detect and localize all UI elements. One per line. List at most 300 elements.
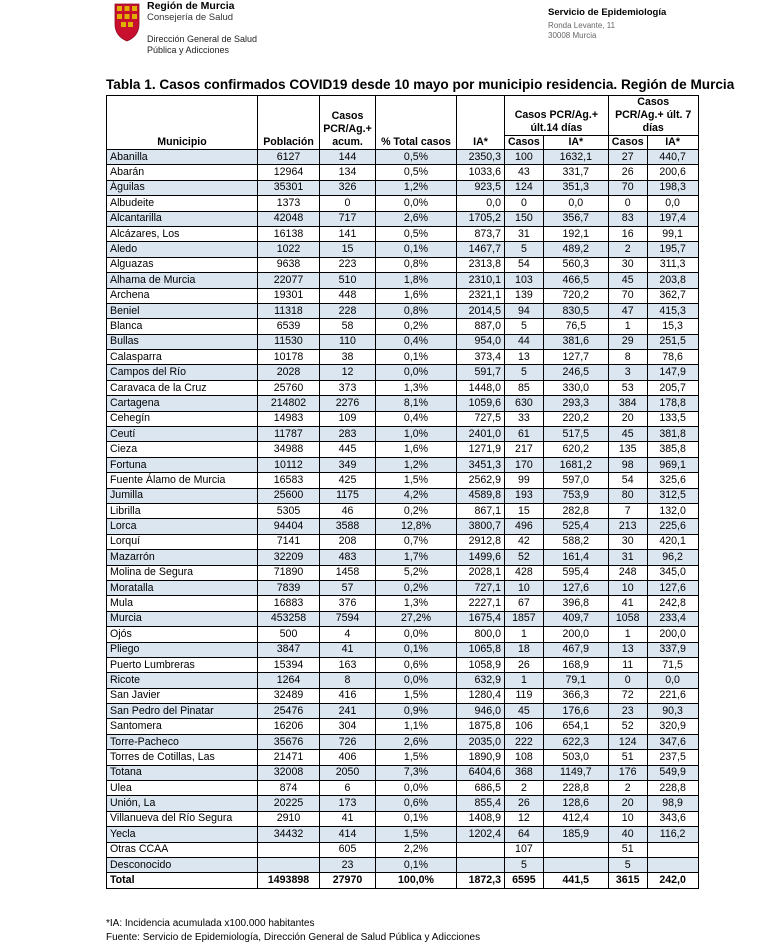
cell-pct-total: 1,5% [376, 750, 457, 765]
cell-casos-7: 47 [608, 303, 647, 318]
cell-ia-14: 76,5 [543, 319, 608, 334]
cell-poblacion: 16883 [258, 596, 320, 611]
cell-pct-total: 0,1% [376, 811, 457, 826]
cell-municipio: Ricote [107, 673, 258, 688]
cell-ia-7: 311,3 [647, 257, 698, 272]
cell-ia-7: 127,6 [647, 580, 698, 595]
cell-ia: 1280,4 [457, 688, 505, 703]
cell-ia-7: 200,6 [647, 165, 698, 180]
table-row [107, 827, 699, 842]
cell-casos-14: 44 [505, 334, 544, 349]
cell-ia-7: 198,3 [647, 180, 698, 195]
cell-ia: 923,5 [457, 180, 505, 195]
cell-ia-7: 99,1 [647, 226, 698, 241]
cell-ia-7: 347,6 [647, 734, 698, 749]
cell-casos-7: 29 [608, 334, 647, 349]
total-ia-14: 441,5 [543, 873, 608, 888]
cell-poblacion: 32209 [258, 550, 320, 565]
cell-municipio: Bullas [107, 334, 258, 349]
cell-casos-7: 13 [608, 642, 647, 657]
cell-ia: 1890,9 [457, 750, 505, 765]
cell-pct-total: 0,1% [376, 350, 457, 365]
cell-casos-acum: 0 [320, 196, 376, 211]
cell-casos-acum: 173 [320, 796, 376, 811]
cell-municipio: Torre-Pacheco [107, 734, 258, 749]
group-header-7-days: Casos PCR/Ag.+ últ. 7 días [608, 96, 698, 136]
header-row-1 [107, 96, 699, 136]
cell-ia-14: 331,7 [543, 165, 608, 180]
col-header-pct-total: % Total casos [376, 96, 457, 150]
address-line-2: 30008 Murcia [548, 30, 597, 40]
cell-ia-7: 343,6 [647, 811, 698, 826]
cell-poblacion: 15394 [258, 657, 320, 672]
cell-casos-7: 124 [608, 734, 647, 749]
cell-municipio: Fuente Álamo de Murcia [107, 473, 258, 488]
cell-casos-acum: 46 [320, 503, 376, 518]
cell-poblacion: 10112 [258, 457, 320, 472]
ia-footnote: *IA: Incidencia acumulada x100.000 habitantes [106, 918, 315, 929]
cell-ia: 2562,9 [457, 473, 505, 488]
cell-casos-7: 51 [608, 750, 647, 765]
cell-casos-14: 630 [505, 396, 544, 411]
cell-ia: 2912,8 [457, 534, 505, 549]
table-row [107, 334, 699, 349]
cell-casos-7: 45 [608, 427, 647, 442]
cell-casos-7: 1 [608, 319, 647, 334]
cell-casos-acum: 283 [320, 427, 376, 442]
cell-pct-total: 0,5% [376, 165, 457, 180]
cell-casos-14: 0 [505, 196, 544, 211]
cell-ia-7: 969,1 [647, 457, 698, 472]
cell-poblacion: 10178 [258, 350, 320, 365]
cell-casos-acum: 12 [320, 365, 376, 380]
table-row [107, 226, 699, 241]
table-row [107, 657, 699, 672]
cell-municipio: Lorquí [107, 534, 258, 549]
cell-ia: 1499,6 [457, 550, 505, 565]
cell-ia-14: 830,5 [543, 303, 608, 318]
covid-cases-table [106, 95, 699, 889]
table-row [107, 596, 699, 611]
cell-pct-total: 1,3% [376, 596, 457, 611]
cell-pct-total: 1,6% [376, 442, 457, 457]
cell-ia-7: 233,4 [647, 611, 698, 626]
table-row [107, 519, 699, 534]
cell-ia-7: 116,2 [647, 827, 698, 842]
cell-casos-7: 26 [608, 165, 647, 180]
cell-poblacion: 16206 [258, 719, 320, 734]
group-header-14-days: Casos PCR/Ag.+ últ.14 días [505, 96, 609, 136]
cell-ia-14: 595,4 [543, 565, 608, 580]
cell-casos-acum: 326 [320, 180, 376, 195]
cell-ia-7: 242,8 [647, 596, 698, 611]
cell-municipio: Librilla [107, 503, 258, 518]
table-row [107, 642, 699, 657]
cell-ia-7: 312,5 [647, 488, 698, 503]
col-header-municipio: Municipio [107, 96, 258, 150]
col-header-casos-14: Casos [505, 136, 544, 150]
cell-municipio: Albudeite [107, 196, 258, 211]
cell-casos-acum: 109 [320, 411, 376, 426]
cell-municipio: Mazarrón [107, 550, 258, 565]
cell-ia-14 [543, 857, 608, 872]
cell-pct-total: 0,1% [376, 242, 457, 257]
cell-pct-total: 1,1% [376, 719, 457, 734]
cell-casos-14: 45 [505, 704, 544, 719]
cell-poblacion: 874 [258, 781, 320, 796]
cell-ia-7: 200,0 [647, 627, 698, 642]
cell-ia-14: 503,0 [543, 750, 608, 765]
table-row [107, 457, 699, 472]
cell-municipio: Águilas [107, 180, 258, 195]
cell-pct-total: 0,0% [376, 627, 457, 642]
cell-municipio: Villanueva del Río Segura [107, 811, 258, 826]
cell-municipio: Ceutí [107, 427, 258, 442]
cell-municipio: Totana [107, 765, 258, 780]
cell-pct-total: 12,8% [376, 519, 457, 534]
cell-casos-acum: 23 [320, 857, 376, 872]
cell-pct-total: 1,8% [376, 273, 457, 288]
col-header-casos-7: Casos [608, 136, 647, 150]
total-casos-14: 6595 [505, 873, 544, 888]
cell-casos-acum: 1175 [320, 488, 376, 503]
cell-poblacion: 2028 [258, 365, 320, 380]
cell-ia: 727,5 [457, 411, 505, 426]
table-row [107, 380, 699, 395]
cell-ia: 1202,4 [457, 827, 505, 842]
table-row [107, 565, 699, 580]
cell-casos-14: 368 [505, 765, 544, 780]
cell-poblacion: 25600 [258, 488, 320, 503]
cell-poblacion: 1022 [258, 242, 320, 257]
cell-poblacion: 7141 [258, 534, 320, 549]
cell-ia-14: 1681,2 [543, 457, 608, 472]
cell-casos-acum: 58 [320, 319, 376, 334]
cell-pct-total: 0,0% [376, 673, 457, 688]
cell-ia-14: 525,4 [543, 519, 608, 534]
cell-casos-14: 1857 [505, 611, 544, 626]
cell-ia-7: 385,8 [647, 442, 698, 457]
cell-casos-acum: 483 [320, 550, 376, 565]
cell-ia-7: 345,0 [647, 565, 698, 580]
cell-ia-14: 620,2 [543, 442, 608, 457]
cell-municipio: Torres de Cotillas, Las [107, 750, 258, 765]
cell-casos-7: 2 [608, 781, 647, 796]
col-header-ia-14: IA* [543, 136, 608, 150]
cell-poblacion: 34988 [258, 442, 320, 457]
table-body [107, 150, 699, 873]
total-poblacion: 1493898 [258, 873, 320, 888]
cell-ia-7: 337,9 [647, 642, 698, 657]
cell-ia: 0,0 [457, 196, 505, 211]
cell-casos-14: 170 [505, 457, 544, 472]
cell-poblacion: 19301 [258, 288, 320, 303]
cell-pct-total: 1,5% [376, 688, 457, 703]
cell-casos-acum: 110 [320, 334, 376, 349]
cell-municipio: Moratalla [107, 580, 258, 595]
cell-casos-14: 107 [505, 842, 544, 857]
region-coat-of-arms-logo [113, 2, 141, 42]
cell-casos-14: 2 [505, 781, 544, 796]
cell-ia-7: 415,3 [647, 303, 698, 318]
cell-casos-7: 83 [608, 211, 647, 226]
table-row [107, 273, 699, 288]
cell-casos-acum: 2050 [320, 765, 376, 780]
cell-pct-total: 0,1% [376, 857, 457, 872]
table-row [107, 396, 699, 411]
total-casos-7: 3615 [608, 873, 647, 888]
cell-pct-total: 0,7% [376, 534, 457, 549]
cell-ia-7: 221,6 [647, 688, 698, 703]
cell-poblacion: 5305 [258, 503, 320, 518]
table-row [107, 503, 699, 518]
cell-municipio: Alcázares, Los [107, 226, 258, 241]
cell-ia: 1065,8 [457, 642, 505, 657]
cell-poblacion: 32008 [258, 765, 320, 780]
cell-casos-14: 43 [505, 165, 544, 180]
cell-ia: 2035,0 [457, 734, 505, 749]
cell-ia-14: 622,3 [543, 734, 608, 749]
cell-ia-7: 228,8 [647, 781, 698, 796]
cell-pct-total: 1,6% [376, 288, 457, 303]
cell-casos-14: 18 [505, 642, 544, 657]
cell-casos-7: 80 [608, 488, 647, 503]
cell-ia-7: 325,6 [647, 473, 698, 488]
cell-ia-14: 127,7 [543, 350, 608, 365]
cell-ia-14: 396,8 [543, 596, 608, 611]
cell-ia: 2014,5 [457, 303, 505, 318]
cell-casos-14: 106 [505, 719, 544, 734]
cell-casos-7: 70 [608, 180, 647, 195]
cell-ia: 3451,3 [457, 457, 505, 472]
cell-casos-14: 139 [505, 288, 544, 303]
cell-casos-7: 8 [608, 350, 647, 365]
table-row [107, 673, 699, 688]
cell-casos-14: 12 [505, 811, 544, 826]
cell-ia-14: 466,5 [543, 273, 608, 288]
cell-ia-14: 753,9 [543, 488, 608, 503]
cell-ia: 2227,1 [457, 596, 505, 611]
cell-ia-7: 132,0 [647, 503, 698, 518]
cell-pct-total: 2,6% [376, 211, 457, 226]
table-row [107, 811, 699, 826]
cell-municipio: San Javier [107, 688, 258, 703]
cell-ia: 873,7 [457, 226, 505, 241]
cell-ia-14: 330,0 [543, 380, 608, 395]
cell-ia: 632,9 [457, 673, 505, 688]
cell-pct-total: 4,2% [376, 488, 457, 503]
cell-pct-total: 1,7% [376, 550, 457, 565]
cell-pct-total: 0,6% [376, 796, 457, 811]
cell-ia-14: 228,8 [543, 781, 608, 796]
cell-ia-14: 246,5 [543, 365, 608, 380]
cell-ia-14: 409,7 [543, 611, 608, 626]
cell-poblacion: 35301 [258, 180, 320, 195]
cell-pct-total: 2,6% [376, 734, 457, 749]
cell-ia-14: 597,0 [543, 473, 608, 488]
cell-casos-7: 20 [608, 411, 647, 426]
cell-poblacion: 32489 [258, 688, 320, 703]
cell-ia-14: 161,4 [543, 550, 608, 565]
table-row [107, 211, 699, 226]
table-row [107, 442, 699, 457]
cell-casos-14: 13 [505, 350, 544, 365]
cell-ia-7: 0,0 [647, 673, 698, 688]
cell-casos-7: 30 [608, 534, 647, 549]
cell-ia: 2401,0 [457, 427, 505, 442]
cell-municipio: Abanilla [107, 150, 258, 165]
cell-casos-14: 428 [505, 565, 544, 580]
cell-pct-total: 0,5% [376, 150, 457, 165]
col-header-ia: IA* [457, 96, 505, 150]
cell-ia-7: 549,9 [647, 765, 698, 780]
cell-casos-14: 64 [505, 827, 544, 842]
cell-ia-14: 412,4 [543, 811, 608, 826]
cell-ia-7: 203,8 [647, 273, 698, 288]
cell-ia [457, 842, 505, 857]
table-row [107, 580, 699, 595]
table-row [107, 180, 699, 195]
cell-ia-14: 517,5 [543, 427, 608, 442]
cell-casos-acum: 41 [320, 811, 376, 826]
cell-casos-14: 26 [505, 796, 544, 811]
cell-poblacion: 25760 [258, 380, 320, 395]
cell-poblacion [258, 842, 320, 857]
cell-ia: 954,0 [457, 334, 505, 349]
cell-ia-7: 225,6 [647, 519, 698, 534]
cell-casos-7: 176 [608, 765, 647, 780]
cell-ia: 6404,6 [457, 765, 505, 780]
cell-poblacion: 1373 [258, 196, 320, 211]
service-name: Servicio de Epidemiología [548, 7, 667, 18]
cell-casos-14: 119 [505, 688, 544, 703]
cell-municipio: Mula [107, 596, 258, 611]
total-casos-acum: 27970 [320, 873, 376, 888]
cell-ia-7: 147,9 [647, 365, 698, 380]
cell-casos-7: 1 [608, 627, 647, 642]
cell-casos-14: 1 [505, 627, 544, 642]
cell-casos-7: 384 [608, 396, 647, 411]
cell-casos-14: 5 [505, 365, 544, 380]
cell-pct-total: 2,2% [376, 842, 457, 857]
cell-ia-14 [543, 842, 608, 857]
cell-ia: 2028,1 [457, 565, 505, 580]
org-name: Región de Murcia [147, 0, 235, 12]
cell-casos-14: 67 [505, 596, 544, 611]
cell-poblacion: 20225 [258, 796, 320, 811]
cell-casos-7: 10 [608, 811, 647, 826]
cell-casos-acum: 15 [320, 242, 376, 257]
cell-casos-14: 52 [505, 550, 544, 565]
cell-ia: 727,1 [457, 580, 505, 595]
table-row [107, 196, 699, 211]
cell-casos-7: 0 [608, 196, 647, 211]
cell-municipio: Blanca [107, 319, 258, 334]
cell-ia-14: 356,7 [543, 211, 608, 226]
table-row [107, 781, 699, 796]
cell-ia-14: 176,6 [543, 704, 608, 719]
cell-ia: 2321,1 [457, 288, 505, 303]
cell-casos-7: 51 [608, 842, 647, 857]
table-row [107, 842, 699, 857]
cell-casos-acum: 448 [320, 288, 376, 303]
cell-ia: 3800,7 [457, 519, 505, 534]
cell-municipio: Pliego [107, 642, 258, 657]
cell-municipio: Abarán [107, 165, 258, 180]
cell-ia-14: 79,1 [543, 673, 608, 688]
cell-ia-7: 90,3 [647, 704, 698, 719]
cell-casos-7: 213 [608, 519, 647, 534]
cell-ia-14: 128,6 [543, 796, 608, 811]
cell-casos-acum: 1458 [320, 565, 376, 580]
cell-casos-7: 20 [608, 796, 647, 811]
dept-line-2: Pública y Adicciones [147, 45, 230, 55]
table-row [107, 488, 699, 503]
cell-ia-14: 1149,7 [543, 765, 608, 780]
cell-ia: 2310,1 [457, 273, 505, 288]
cell-pct-total: 27,2% [376, 611, 457, 626]
cell-municipio: Unión, La [107, 796, 258, 811]
cell-poblacion: 11787 [258, 427, 320, 442]
cell-pct-total: 1,0% [376, 427, 457, 442]
cell-pct-total: 0,9% [376, 704, 457, 719]
address-line-1: Ronda Levante, 11 [548, 21, 616, 30]
cell-ia: 1408,9 [457, 811, 505, 826]
cell-pct-total: 0,2% [376, 580, 457, 595]
cell-pct-total: 1,2% [376, 180, 457, 195]
total-ia: 1872,3 [457, 873, 505, 888]
cell-casos-14: 217 [505, 442, 544, 457]
cell-municipio: Campos del Río [107, 365, 258, 380]
cell-municipio: Ulea [107, 781, 258, 796]
cell-casos-acum: 349 [320, 457, 376, 472]
cell-ia: 1033,6 [457, 165, 505, 180]
cell-casos-acum: 425 [320, 473, 376, 488]
cell-casos-7: 16 [608, 226, 647, 241]
source-footnote: Fuente: Servicio de Epidemiología, Dirección General de Salud Pública y Adicciones [106, 932, 481, 943]
cell-pct-total: 8,1% [376, 396, 457, 411]
cell-poblacion: 35676 [258, 734, 320, 749]
cell-municipio: Fortuna [107, 457, 258, 472]
cell-casos-acum: 57 [320, 580, 376, 595]
cell-pct-total: 0,0% [376, 365, 457, 380]
cell-poblacion: 14983 [258, 411, 320, 426]
cell-casos-acum: 144 [320, 150, 376, 165]
cell-casos-14: 26 [505, 657, 544, 672]
cell-casos-14: 42 [505, 534, 544, 549]
cell-municipio: Caravaca de la Cruz [107, 380, 258, 395]
cell-ia-7: 381,8 [647, 427, 698, 442]
table-row [107, 796, 699, 811]
cell-ia-14: 351,3 [543, 180, 608, 195]
cell-municipio: Beniel [107, 303, 258, 318]
cell-ia-14: 560,3 [543, 257, 608, 272]
cell-casos-14: 100 [505, 150, 544, 165]
cell-pct-total: 0,8% [376, 303, 457, 318]
cell-poblacion: 6127 [258, 150, 320, 165]
cell-casos-7: 52 [608, 719, 647, 734]
cell-casos-7: 7 [608, 503, 647, 518]
cell-ia-14: 0,0 [543, 196, 608, 211]
cell-casos-14: 5 [505, 319, 544, 334]
cell-poblacion: 34432 [258, 827, 320, 842]
cell-casos-acum: 373 [320, 380, 376, 395]
cell-casos-acum: 8 [320, 673, 376, 688]
department-block [147, 34, 257, 56]
cell-casos-acum: 445 [320, 442, 376, 457]
cell-ia-14: 220,2 [543, 411, 608, 426]
cell-pct-total: 5,2% [376, 565, 457, 580]
